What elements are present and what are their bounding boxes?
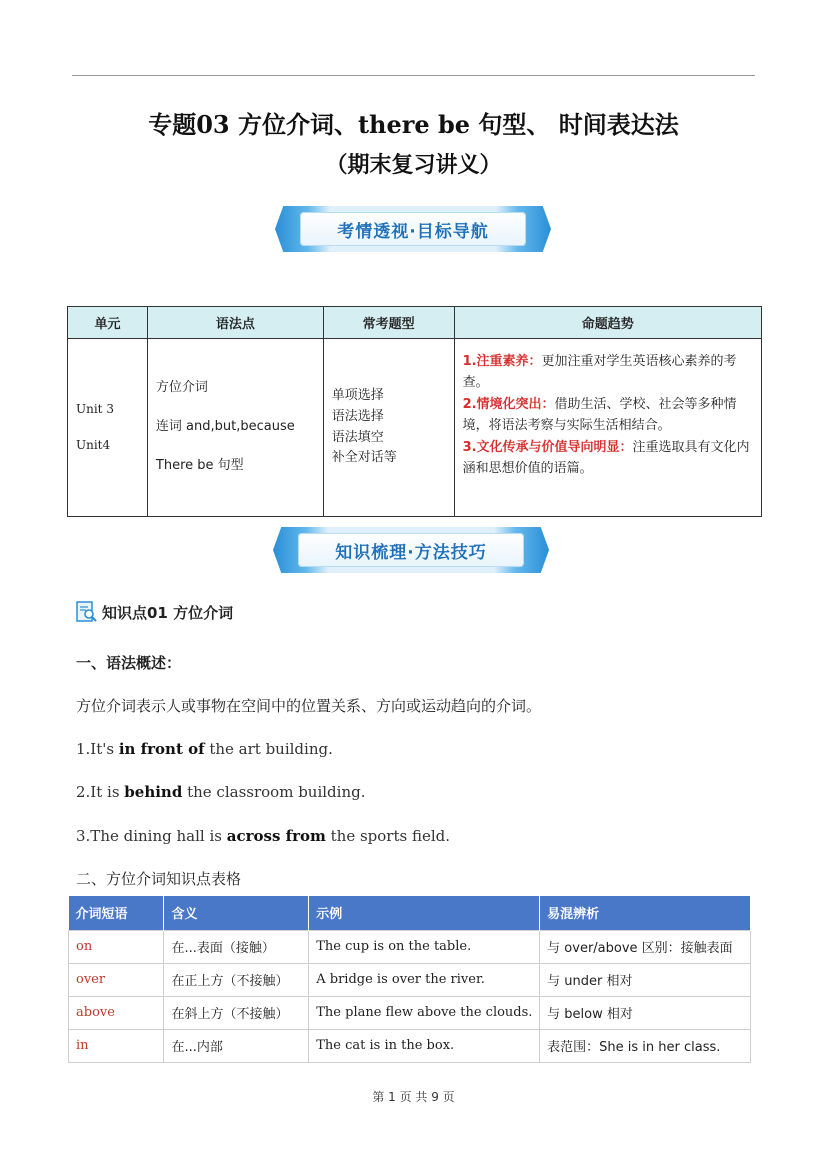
grammar-item: 连词 and,but,because [155, 419, 295, 435]
unit-item: Unit 3 [76, 402, 114, 417]
trend-cell [454, 339, 761, 517]
top-rule [72, 75, 755, 76]
note-cell: 表范围：She is in her class. [540, 1029, 751, 1062]
question-type-item: 补全对话等 [331, 450, 397, 466]
example-pre: 2.It is [76, 783, 125, 801]
header-example: 示例 [309, 896, 540, 930]
banner-label: 知识梳理·方法技巧 [335, 542, 487, 563]
page-subtitle: （期末复习讲义） [325, 152, 502, 178]
header-meaning: 含义 [164, 896, 309, 930]
magnifier-document-icon [76, 600, 98, 624]
table-row [69, 996, 751, 1029]
table-header-row [68, 307, 762, 339]
example-keyword: across from [226, 827, 326, 845]
trend-text: 更加注重对学生英语核心素养的考查。 [462, 354, 737, 391]
example-sentence [76, 827, 450, 845]
table-header-row [69, 896, 751, 930]
phrase-cell: above [69, 996, 164, 1029]
trend-item [463, 351, 753, 394]
table-row [69, 930, 751, 963]
banner-exam-overview [275, 206, 551, 252]
example-sentence [76, 740, 333, 758]
example-cell: The plane flew above the clouds. [309, 996, 540, 1029]
example-keyword: behind [124, 783, 183, 801]
note-cell: 与 below 相对 [540, 996, 751, 1029]
trend-label: 1.注重素养： [462, 354, 542, 369]
grammar-item: There be 句型 [155, 457, 244, 473]
preposition-table [68, 896, 751, 1063]
page-footer: 第 1 页 共 9 页 [372, 1090, 455, 1104]
example-cell: The cat is in the box. [309, 1029, 540, 1062]
meaning-cell: 在正上方（不接触） [164, 963, 309, 996]
trend-text: 注重选取具有文化内涵和思想价值的语篇。 [462, 439, 750, 477]
meaning-cell: 在...表面（接触） [164, 930, 309, 963]
header-unit: 单元 [68, 307, 148, 339]
knowledge-point-title: 知识点01 方位介词 [102, 603, 234, 622]
table-row [69, 1029, 751, 1062]
section-heading: 一、语法概述： [76, 654, 182, 672]
banner-knowledge-methods [273, 527, 549, 573]
note-cell: 与 over/above 区别：接触表面 [540, 930, 751, 963]
trend-item [463, 437, 753, 480]
example-pre: 3.The dining hall is [76, 827, 227, 845]
table-row [68, 339, 762, 517]
overview-table [67, 306, 762, 517]
note-cell: 与 under 相对 [540, 963, 751, 996]
trend-item [463, 394, 753, 437]
example-cell: A bridge is over the river. [309, 963, 540, 996]
knowledge-point-heading [76, 600, 233, 624]
example-post: the classroom building. [182, 783, 366, 801]
meaning-cell: 在...内部 [164, 1029, 309, 1062]
example-post: the art building. [204, 740, 333, 758]
example-cell: The cup is on the table. [309, 930, 540, 963]
question-type-cell [323, 339, 454, 517]
question-type-item: 语法选择 [331, 408, 384, 424]
question-type-item: 单项选择 [331, 387, 384, 403]
unit-cell [68, 339, 148, 517]
section-heading: 二、方位介词知识点表格 [76, 870, 242, 888]
trend-label: 2.情境化突出： [462, 396, 555, 412]
phrase-cell: on [69, 930, 164, 963]
table-row [69, 963, 751, 996]
example-post: the sports field. [325, 827, 451, 845]
phrase-cell: over [69, 963, 164, 996]
header-question-type: 常考题型 [323, 307, 454, 339]
description: 方位介词表示人或事物在空间中的位置关系、方向或运动趋向的介词。 [76, 697, 542, 715]
unit-item: Unit4 [76, 437, 111, 452]
header-phrase: 介词短语 [69, 896, 164, 930]
example-sentence [76, 783, 365, 801]
header-grammar: 语法点 [147, 307, 323, 339]
trend-text: 借助生活、学校、社会等多种情境，将语法考察与实际生活相结合。 [462, 396, 737, 434]
phrase-cell: in [69, 1029, 164, 1062]
example-keyword: in front of [118, 740, 205, 758]
trend-label: 3.文化传承与价值导向明显： [462, 439, 633, 455]
header-confusion: 易混辨析 [540, 896, 751, 930]
grammar-cell [147, 339, 323, 517]
header-trend: 命题趋势 [454, 307, 761, 339]
question-type-item: 语法填空 [331, 429, 384, 445]
meaning-cell: 在斜上方（不接触） [164, 996, 309, 1029]
grammar-item: 方位介词 [155, 380, 208, 396]
banner-label: 考情透视·目标导航 [337, 221, 489, 242]
page-title: 专题03 方位介词、there be 句型、 时间表达法 [148, 110, 679, 139]
example-pre: 1.It's [76, 740, 119, 758]
